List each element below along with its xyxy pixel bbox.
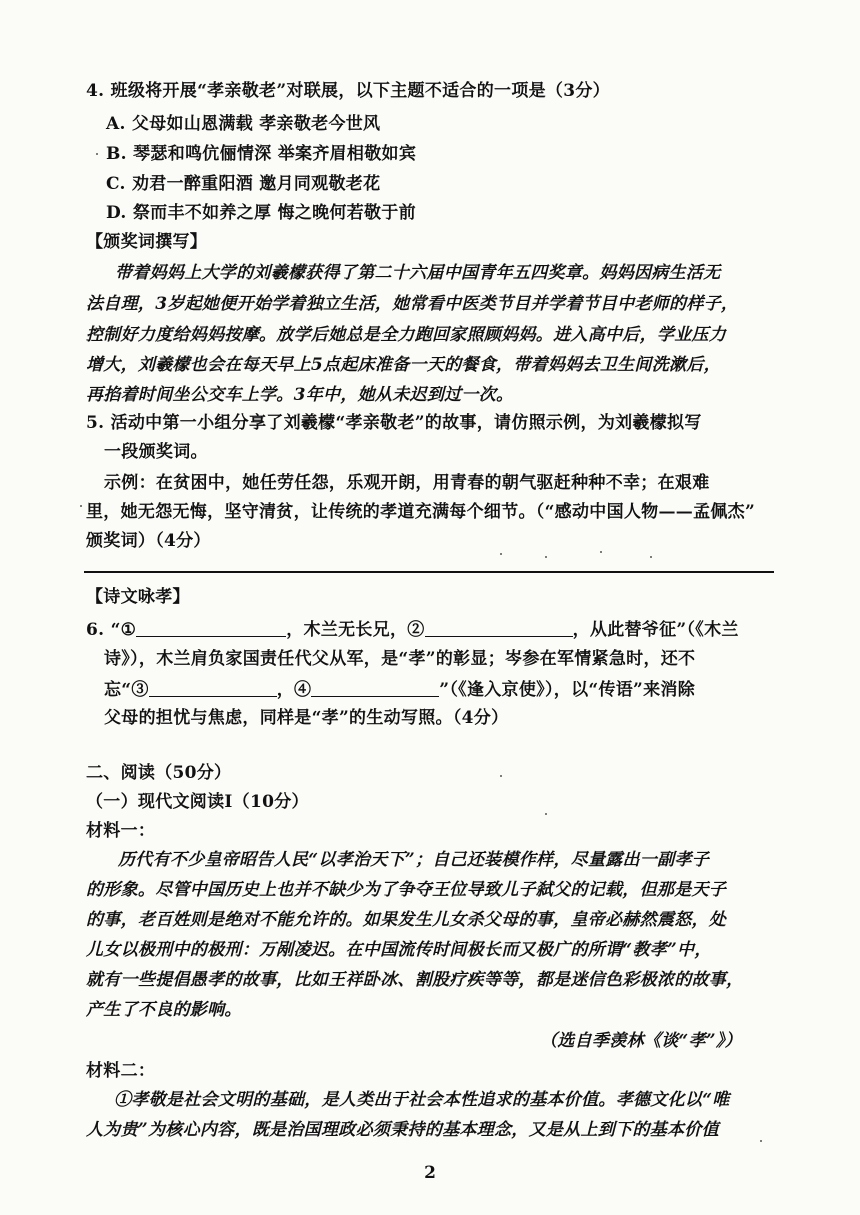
material-1-line: 产生了不良的影响。 bbox=[86, 1000, 242, 1020]
question-6-line-2: 诗》），木兰肩负家国责任代父从军，是“孝”的彰显；岑参在军情紧急时，还不 bbox=[104, 649, 696, 669]
q6-text: 6. “① bbox=[86, 620, 137, 640]
question-6-line-4: 父母的担忧与焦虑，同样是“孝”的生动写照。（4分） bbox=[104, 708, 509, 728]
reading-subsection-title: （一）现代文阅读Ⅰ（10分） bbox=[86, 792, 309, 812]
scan-speck bbox=[650, 556, 652, 558]
award-passage-line: 带着妈妈上大学的刘羲檬获得了第二十六届中国青年五四奖章。妈妈因病生活无 bbox=[115, 263, 721, 283]
example-line: 颁奖词）（4分） bbox=[86, 531, 211, 551]
award-section-header: 【颁奖词撰写】 bbox=[86, 232, 208, 252]
scan-speck bbox=[500, 775, 502, 777]
material-1-line: 的事，老百姓则是绝对不能允许的。如果发生儿女杀父母的事，皇帝必赫然震怒，处 bbox=[86, 910, 727, 930]
material-2-line: ①孝敬是社会文明的基础，是人类出于社会本性追求的基本价值。孝德文化以“唯 bbox=[114, 1090, 730, 1110]
blank-3[interactable] bbox=[149, 678, 277, 697]
blank-4[interactable] bbox=[311, 678, 439, 697]
scan-speck bbox=[80, 505, 82, 507]
example-line: 里，她无怨无悔，坚守清贫，让传统的孝道充满每个细节。（“感动中国人物——孟佩杰” bbox=[86, 502, 756, 522]
question-6-line-3 bbox=[104, 678, 695, 701]
q6-text: ，木兰无长兄，② bbox=[286, 620, 425, 640]
answer-line bbox=[84, 571, 774, 573]
material-1-line: 历代有不少皇帝昭告人民“以孝治天下”；自己还装模作样，尽量露出一副孝子 bbox=[118, 850, 710, 870]
material-1-label: 材料一： bbox=[86, 821, 156, 841]
material-1-line: 就有一些提倡愚孝的故事，比如王祥卧冰、割股疗疾等等，都是迷信色彩极浓的故事， bbox=[86, 970, 744, 990]
poem-section-header: 【诗文咏孝】 bbox=[86, 587, 190, 607]
scan-speck bbox=[545, 556, 547, 558]
q6-text: ，从此替爷征”（《木兰 bbox=[572, 620, 739, 640]
question-4-option-d: D. 祭而丰不如养之厚 悔之晚何若敬于前 bbox=[106, 203, 416, 223]
question-4-stem: 4. 班级将开展“孝亲敬老”对联展，以下主题不适合的一项是（3分） bbox=[86, 81, 610, 101]
scan-speck bbox=[760, 1140, 762, 1142]
scan-speck bbox=[545, 813, 547, 815]
material-2-line: 人为贵”为核心内容，既是治国理政必须秉持的基本理念，又是从上到下的基本价值 bbox=[86, 1120, 719, 1140]
material-1-source: （选自季羡林《谈“孝”》） bbox=[540, 1031, 742, 1051]
blank-1[interactable] bbox=[136, 618, 286, 637]
reading-section-title: 二、阅读（50分） bbox=[86, 763, 232, 783]
page-number: 2 bbox=[424, 1163, 436, 1183]
blank-2[interactable] bbox=[425, 618, 573, 637]
award-passage-line: 再掐着时间坐公交车上学。3年中，她从未迟到过一次。 bbox=[86, 385, 514, 405]
question-4-option-a: A. 父母如山恩满载 孝亲敬老今世风 bbox=[106, 114, 381, 134]
example-line: 示例：在贫困中，她任劳任怨，乐观开朗，用青春的朝气驱赶种种不幸；在艰难 bbox=[104, 473, 710, 493]
q6-text: ”（《逢入京使》），以“传语”来消除 bbox=[439, 680, 696, 700]
award-passage-line: 法自理，3岁起她便开始学着独立生活，她常看中医类节目并学着节目中老师的样子， bbox=[86, 294, 739, 314]
award-passage-line: 增大，刘羲檬也会在每天早上5点起床准备一天的餐食，带着妈妈去卫生间洗漱后， bbox=[86, 355, 721, 375]
q6-text: 忘“③ bbox=[104, 680, 149, 700]
question-5-stem-cont: 一段颁奖词。 bbox=[104, 442, 208, 462]
material-2-label: 材料二： bbox=[86, 1061, 156, 1081]
material-1-line: 的形象。尽管中国历史上也并不缺少为了争夺王位导致儿子弑父的记载，但那是天子 bbox=[86, 880, 727, 900]
scan-speck bbox=[600, 551, 602, 553]
material-1-line: 儿女以极刑中的极刑：万剐凌迟。在中国流传时间极长而又极广的所谓“教孝”中， bbox=[86, 940, 712, 960]
q6-text: ，④ bbox=[276, 680, 312, 700]
scan-speck bbox=[96, 153, 98, 155]
question-6-line-1 bbox=[86, 618, 739, 641]
award-passage-line: 控制好力度给妈妈按摩。放学后她总是全力跑回家照顾妈妈。进入高中后，学业压力 bbox=[86, 325, 727, 345]
question-5-stem: 5. 活动中第一小组分享了刘羲檬“孝亲敬老”的故事，请仿照示例，为刘羲檬拟写 bbox=[86, 413, 702, 433]
question-4-option-b: B. 琴瑟和鸣伉俪情深 举案齐眉相敬如宾 bbox=[106, 144, 417, 164]
scan-speck bbox=[500, 553, 502, 555]
question-4-option-c: C. 劝君一醉重阳酒 邀月同观敬老花 bbox=[106, 174, 381, 194]
